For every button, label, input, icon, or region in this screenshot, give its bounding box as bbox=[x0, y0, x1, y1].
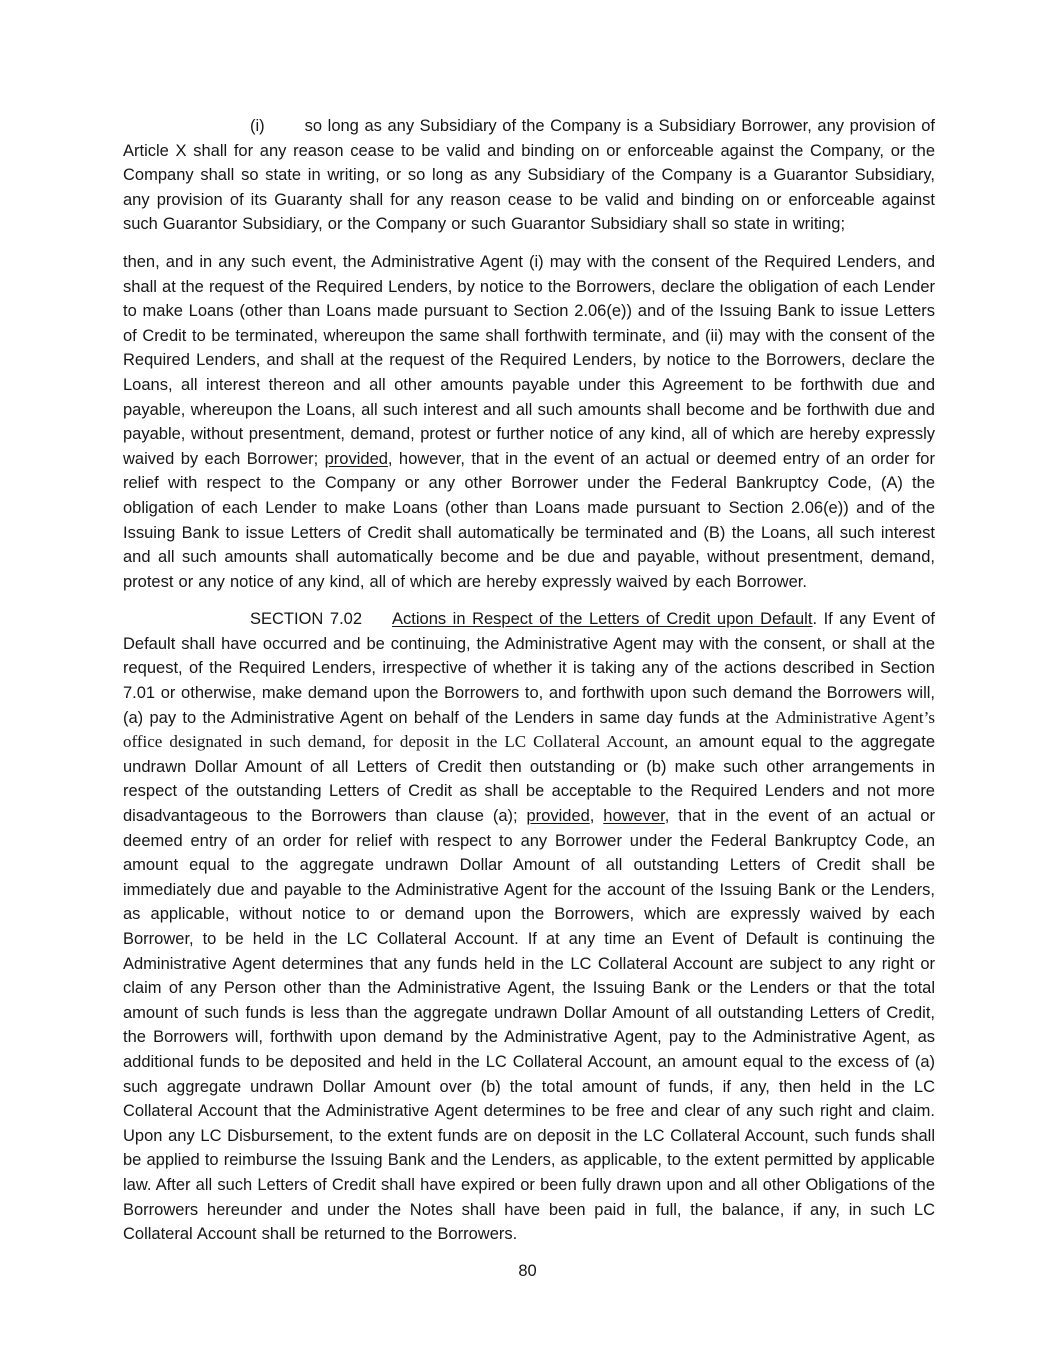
tab-space bbox=[265, 130, 305, 131]
section-text-final: , that in the event of an actual or deemed entry of an order for relief with respect to any Borrower under the Federal Bankruptcy Code, an amount equal to the aggregate undrawn Dollar Amount of all outstanding Letters of Credit shall be immediately due and payable to the Administrative Agent for the account of the Issuing Bank or the Lenders, as applicable, without notice to or demand upon the Borrowers, which are expressly waived by each Borrower, to be held in the LC Collateral Account. If at any time an Event of Default is continuing the Administrative Agent determines that any funds held in the LC Collateral Account are subject to any right or claim of any Person other than the Administrative Agent, the Issuing Bank or the Lenders or that the total amount of such funds is less than the aggregate undrawn Dollar Amount of all outstanding Letters of Credit, the Borrowers will, forthwith upon demand by the Administrative Agent, pay to the Administrative Agent, as additional funds to be deposited and held in the LC Collateral Account, an amount equal to the excess of (a) such aggregate undrawn Dollar Amount over (b) the total amount of funds, if any, then held in the LC Collateral Account that the Administrative Agent determines to be free and clear of any such right and claim. Upon any LC Disbursement, to the extent funds are on deposit in the LC Collateral Account, such funds shall be applied to reimburse the Issuing Bank and the Lenders, as applicable, to the extent permitted by applicable law. After all such Letters of Credit shall have expired or been fully drawn upon and all other Obligations of the Borrowers hereunder and under the Notes shall have been paid in full, the balance, if any, in such LC Collateral Account shall be returned to the Borrowers. bbox=[123, 807, 935, 1244]
clause-text: so long as any Subsidiary of the Company is a Subsidiary Borrower, any provision of Article X shall for any reason cease to be valid and binding on or enforceable against the Company, or the Company shall so state in writing, or so long as any Subsidiary of the Company is a Guarantor Subsidiary, any provision of its Guaranty shall for any reason cease to be valid and binding on or enforceable against such Guarantor Subsidiary, or the Company or such Guarantor Subsidiary shall so state in writing; bbox=[123, 117, 935, 234]
section-text-serif-fragment: Administrative Agent’s office designated in such demand, for deposit in the LC Collateral Account, an bbox=[123, 707, 935, 752]
section-text-continued: amount equal to the aggregate undrawn Dollar Amount of all Letters of Credit then outstanding or (b) make such other arrangements in respect of the outstanding Letters of Credit as shall be acceptable to the Required Lenders and not more disadvantageous to the Borrowers than clause (a); bbox=[123, 733, 935, 826]
underlined-term-provided: provided bbox=[324, 449, 388, 468]
remedies-text: then, and in any such event, the Administrative Agent (i) may with the consent of the Required Lenders, and shall at the request of the Required Lenders, by notice to the Borrowers, declare the obligation of each Lender to make Loans (other than Loans made pursuant to Section 2.06(e)) and of the Issuing Bank to issue Letters of Credit to be terminated, whereupon the same shall forthwith terminate, and (ii) may with the consent of the Required Lenders, and shall at the request of the Required Lenders, by notice to the Borrowers, declare the Loans, all interest thereon and all other amounts payable under this Agreement to be forthwith due and payable, whereupon the Loans, all such interest and all such amounts shall become and be forthwith due and payable, without presentment, demand, protest or further notice of any kind, all of which are hereby expressly waived by each Borrower; bbox=[123, 252, 935, 468]
paragraph-clause-i bbox=[123, 114, 935, 237]
paragraph-section-7-02 bbox=[123, 607, 935, 1246]
section-heading: Actions in Respect of the Letters of Credit upon Default bbox=[392, 610, 813, 629]
clause-number: (i) bbox=[250, 117, 265, 135]
tab-space bbox=[362, 623, 392, 624]
page-number: 80 bbox=[518, 1262, 537, 1280]
section-number: SECTION 7.02 bbox=[250, 610, 363, 629]
underlined-term-however: however bbox=[603, 807, 665, 826]
paragraph-remedies bbox=[123, 250, 935, 594]
document-body bbox=[123, 114, 935, 1260]
section-text: . If any Event of Default shall have occurred and be continuing, the Administrative Agent may with the consent, or shall at the request, of the Required Lenders, irrespective of whether it is taking any of the actions described in Section 7.01 or otherwise, make demand upon the Borrowers to, and forthwith upon such demand the Borrowers will, (a) pay to the Administrative Agent on behalf of the Lenders in same day funds at the bbox=[123, 610, 935, 727]
comma-separator: , bbox=[589, 807, 604, 826]
remedies-text-continued: , however, that in the event of an actual or deemed entry of an order for relief with respect to the Company or any other Borrower under the Federal Bankruptcy Code, (A) the obligation of each Lender to make Loans (other than Loans made pursuant to Section 2.06(e)) and of the Issuing Bank to issue Letters of Credit shall automatically be terminated and (B) the Loans, all such interest and all such amounts shall automatically become and be due and payable, without presentment, demand, protest or any notice of any kind, all of which are hereby expressly waived by each Borrower. bbox=[123, 449, 935, 591]
underlined-term-provided: provided bbox=[526, 807, 590, 826]
